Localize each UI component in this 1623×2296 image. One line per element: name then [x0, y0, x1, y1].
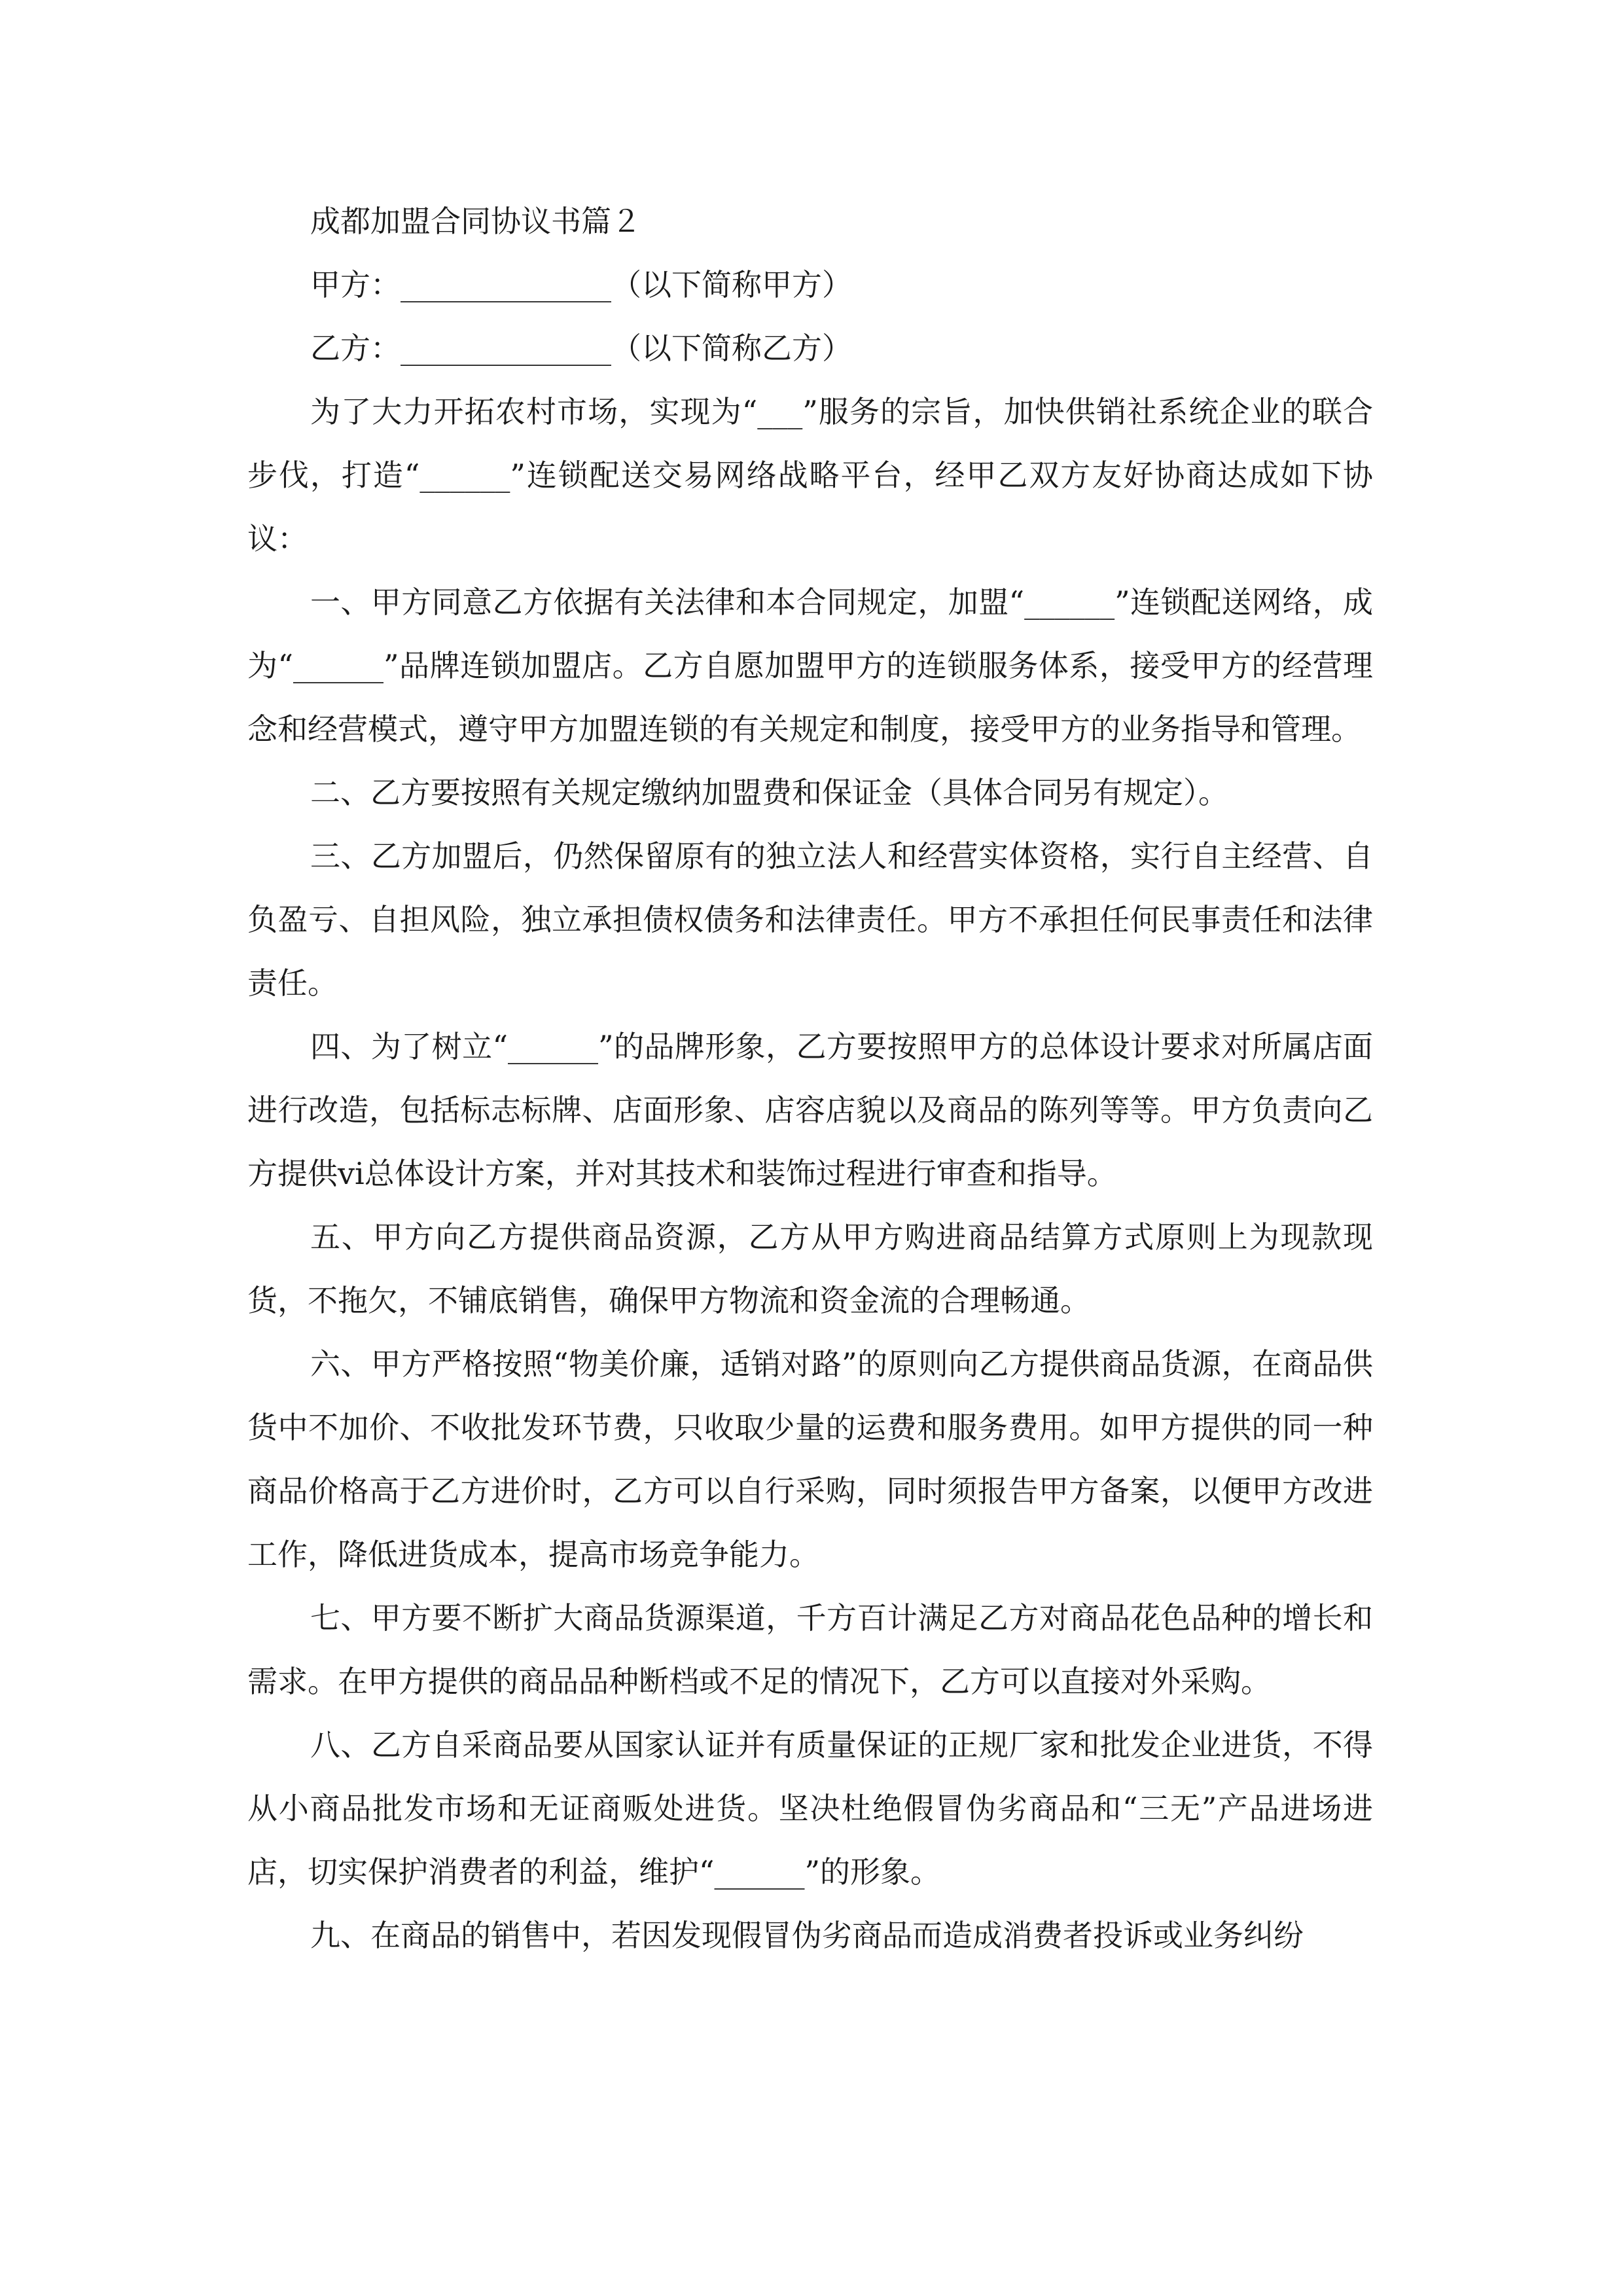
clause-5: 五、甲方向乙方提供商品资源，乙方从甲方购进商品结算方式原则上为现款现货，不拖欠，不铺底销售，确保甲方物流和资金流的合理畅通。: [247, 1219, 1373, 1318]
clause-6: 六、甲方严格按照“物美价廉，适销对路”的原则向乙方提供商品货源，在商品供货中不加价、不收批发环节费，只收取少量的运费和服务费用。如甲方提供的同一种商品价格高于乙方进价时，乙方可以自行采购，同时须报告甲方备案，以便甲方改进工作，降低进货成本，提高市场竞争能力。: [247, 1346, 1373, 1572]
clause-1: 一、甲方同意乙方依据有关法律和本合同规定，加盟“______”连锁配送网络，成为“______”品牌连锁加盟店。乙方自愿加盟甲方的连锁服务体系，接受甲方的经营理念和经营模式，遵守甲方加盟连锁的有关规定和制度，接受甲方的业务指导和管理。: [247, 584, 1373, 747]
clause-2: 二、乙方要按照有关规定缴纳加盟费和保证金（具体合同另有规定）。: [310, 775, 1228, 810]
clause-7: 七、甲方要不断扩大商品货源渠道，千方百计满足乙方对商品花色品种的增长和需求。在甲方提供的商品品种断档或不足的情况下，乙方可以直接对外采购。: [247, 1600, 1373, 1699]
clause-9: 九、在商品的销售中，若因发现假冒伪劣商品而造成消费者投诉或业务纠纷: [310, 1918, 1304, 1953]
clause-4: 四、为了树立“______”的品牌形象，乙方要按照甲方的总体设计要求对所属店面进行改造，包括标志标牌、店面形象、店容店貌以及商品的陈列等等。甲方负责向乙方提供vi总体设计方案，并对其技术和装饰过程进行审查和指导。: [247, 1029, 1373, 1191]
clause-8: 八、乙方自采商品要从国家认证并有质量保证的正规厂家和批发企业进货，不得从小商品批发市场和无证商贩处进货。坚决杜绝假冒伪劣商品和“三无”产品进场进店，切实保护消费者的利益，维护“______”的形象。: [247, 1727, 1373, 1890]
intro-paragraph: 为了大力开拓农村市场，实现为“___”服务的宗旨，加快供销社系统企业的联合步伐，打造“______”连锁配送交易网络战略平台，经甲乙双方友好协商达成如下协议：: [247, 394, 1373, 556]
clause-3: 三、乙方加盟后，仍然保留原有的独立法人和经营实体资格，实行自主经营、自负盈亏、自担风险，独立承担债权债务和法律责任。甲方不承担任何民事责任和法律责任。: [247, 838, 1373, 1001]
party-a-line: 甲方：______________（以下简称甲方）: [310, 267, 852, 302]
document-title: 成都加盟合同协议书篇２: [310, 204, 641, 239]
document-page: [247, 190, 1373, 1967]
party-b-line: 乙方：______________（以下简称乙方）: [310, 331, 852, 366]
